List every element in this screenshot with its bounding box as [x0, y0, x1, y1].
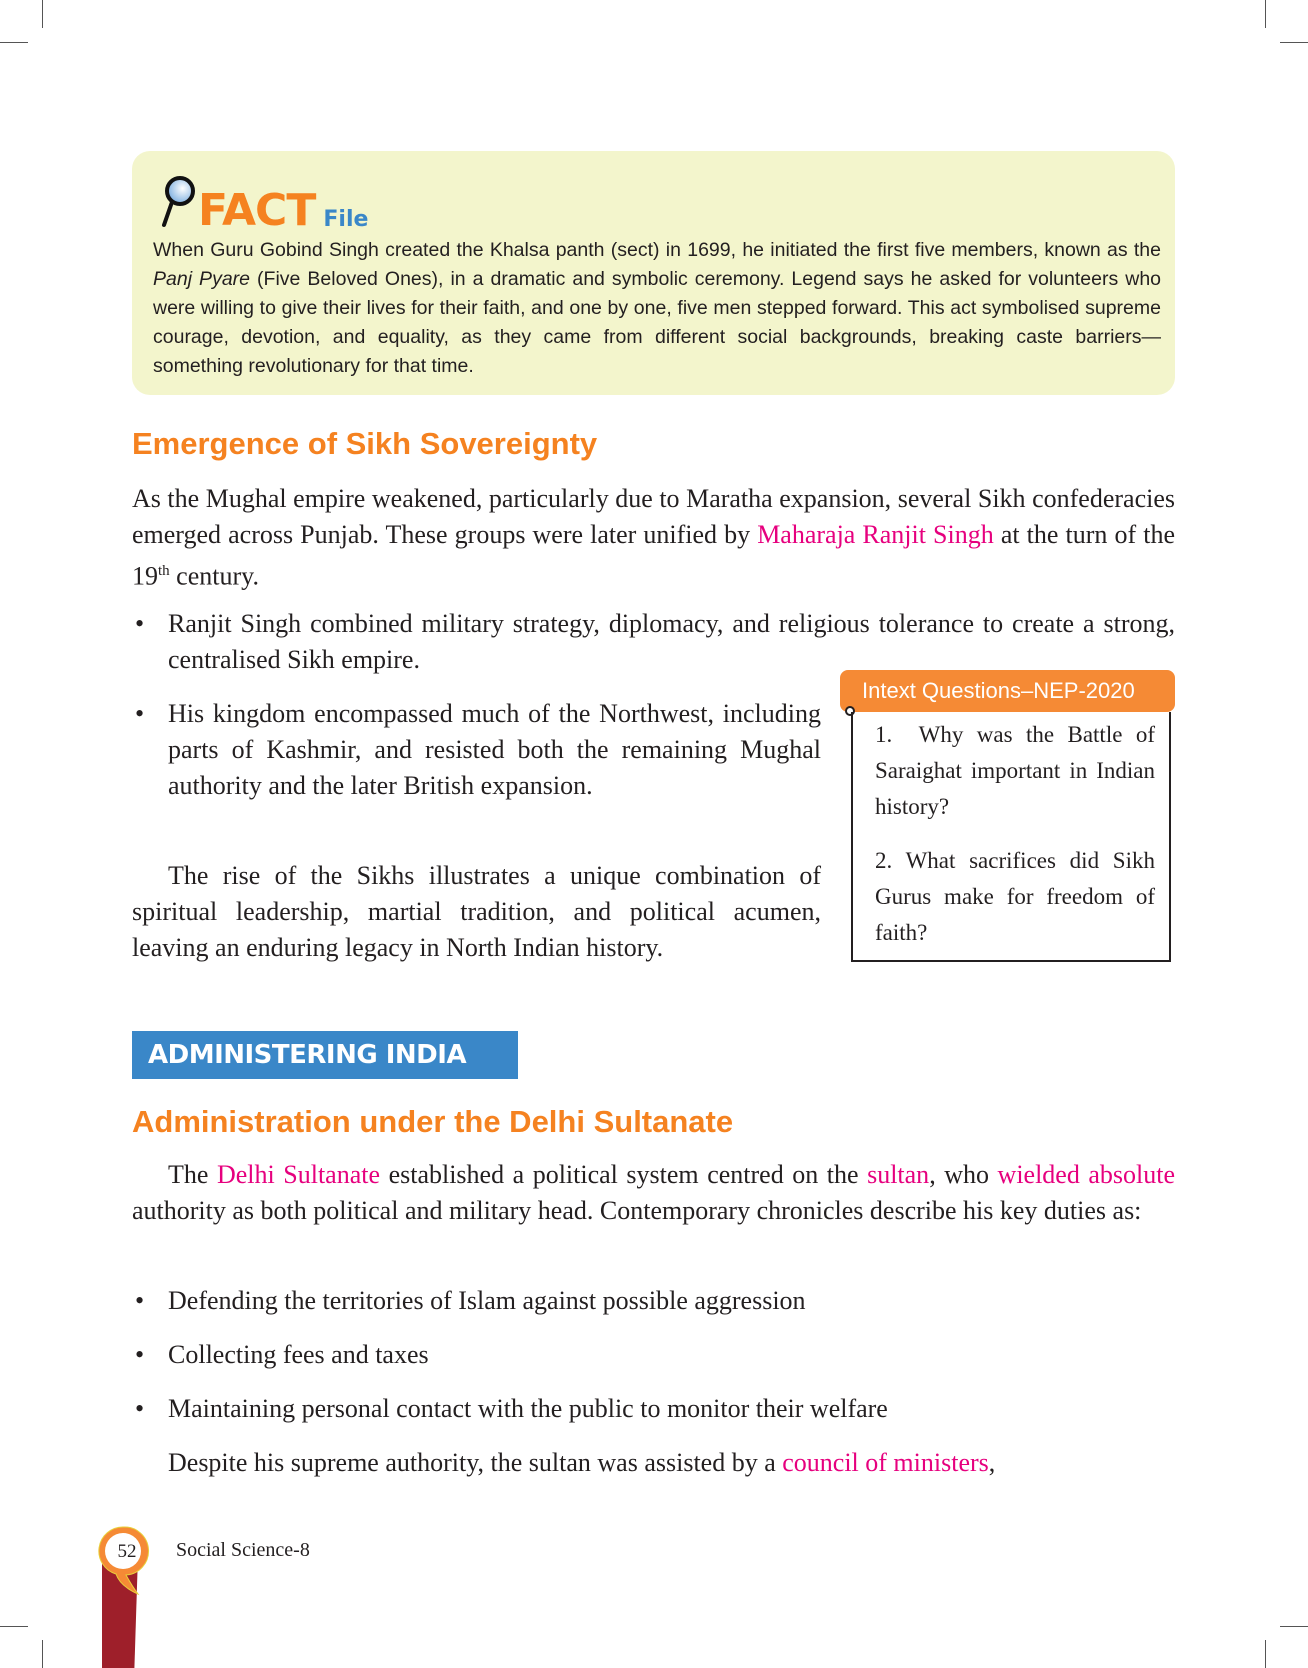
text: As the Mughal empire weakened, particularly due to Maratha expansion, several Sikh confederacies emerged across Punjab. These groups were later unified by — [132, 484, 1175, 549]
fact-file-text — [153, 236, 1161, 381]
bullet-text: His kingdom encompassed much of the Northwest, including parts of Kashmir, and resisted both the remaining Mughal authority and the later British expansion. — [168, 699, 821, 800]
text: authority as both political and military head. Contemporary chronicles describe his key duties as: — [132, 1196, 1142, 1225]
section-heading-delhi-sultanate: Administration under the Delhi Sultanate — [132, 1104, 734, 1139]
crop-mark — [0, 42, 28, 43]
bullet-icon: • — [135, 1340, 145, 1369]
bullet-icon: • — [135, 1394, 145, 1423]
text: century. — [169, 561, 259, 591]
crop-mark — [42, 0, 43, 28]
fact-text-part: (Five Beloved Ones), in a dramatic and symbolic ceremony. Legend says he asked for volunteers who were willing to give their lives for their faith, and one by one, five men stepped forward. This act symbolised supreme courage, devotion, and equality, as they came from different social backgrounds, breaking caste barriers— something revolutionary for that time. — [153, 268, 1162, 377]
paragraph — [132, 481, 1175, 595]
highlight-term: sultan — [867, 1160, 930, 1189]
bullet-icon: • — [135, 699, 145, 728]
page-number: 52 — [117, 1541, 137, 1562]
bullet-icon: • — [135, 609, 145, 638]
crop-mark — [42, 1640, 43, 1668]
highlight-term: Maharaja Ranjit Singh — [757, 520, 994, 549]
crop-mark — [0, 1626, 28, 1627]
intext-question: 2. What sacrifices did Sikh Gurus make for freedom of faith? — [875, 848, 1155, 945]
bullet-item — [132, 696, 821, 804]
magnifier-icon — [158, 173, 198, 233]
fact-title-small: File — [323, 207, 369, 232]
bullet-text: Ranjit Singh combined military strategy, diplomacy, and religious tolerance to create a strong, centralised Sikh empire. — [168, 609, 1175, 674]
highlight-term: council of ministers — [782, 1448, 989, 1477]
crop-mark — [1280, 1626, 1308, 1627]
bullet-item — [132, 1337, 1175, 1373]
bullet-text: Defending the territories of Islam against possible aggression — [168, 1286, 806, 1315]
paragraph — [132, 1157, 1175, 1229]
fact-text-part: When Guru Gobind Singh created the Khalsa panth (sect) in 1699, he initiated the first five members, known as the — [153, 239, 1161, 261]
bullet-item — [132, 1391, 1175, 1427]
section-banner: ADMINISTERING INDIA — [132, 1031, 518, 1079]
paragraph: The rise of the Sikhs illustrates a unique combination of spiritual leadership, martial tradition, and political acumen, leaving an enduring legacy in North Indian history. — [132, 861, 821, 962]
bullet-item — [132, 606, 1175, 678]
crop-mark — [1265, 1640, 1266, 1668]
fact-file-box — [132, 151, 1175, 395]
superscript: th — [158, 563, 170, 579]
intext-questions-box — [851, 712, 1171, 962]
crop-mark — [1280, 42, 1308, 43]
highlight-term: Delhi Sultanate — [216, 1160, 381, 1189]
fact-text-italic: Panj Pyare — [153, 268, 251, 290]
section-heading-sikh-sovereignty: Emergence of Sikh Sovereignty — [132, 426, 598, 461]
book-title: Social Science-8 — [176, 1539, 310, 1561]
text: , who — [929, 1160, 998, 1189]
bullet-item — [132, 1283, 1175, 1319]
text: The — [168, 1160, 217, 1189]
fact-title-big: FACT — [198, 185, 316, 236]
text: at the turn of the 19 — [132, 520, 1175, 591]
bullet-text: Collecting fees and taxes — [168, 1340, 429, 1369]
highlight-term: wielded absolute — [997, 1160, 1176, 1189]
fact-file-title — [158, 163, 369, 236]
text: , — [988, 1448, 996, 1477]
paragraph — [168, 1445, 1178, 1481]
bullet-text: Maintaining personal contact with the public to monitor their welfare — [168, 1394, 888, 1423]
bullet-icon: • — [135, 1286, 145, 1315]
text: established a political system centred on the — [380, 1160, 868, 1189]
intext-questions-header: Intext Questions–NEP-2020 — [840, 670, 1175, 712]
intext-question: 1. Why was the Battle of Saraighat important in Indian history? — [875, 722, 1155, 819]
crop-mark — [1265, 0, 1266, 28]
text: Despite his supreme authority, the sultan was assisted by a — [168, 1448, 783, 1477]
